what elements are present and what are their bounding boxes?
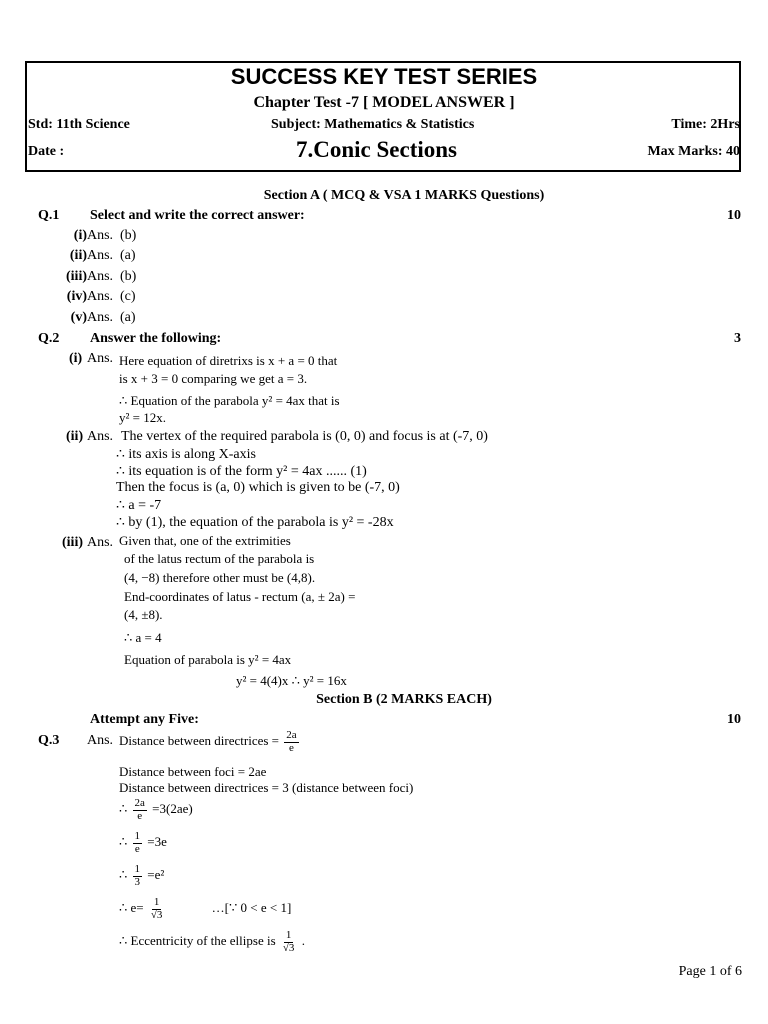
q3-line7-fraction [149,897,165,921]
section-b-heading: Section B (2 MARKS EACH) [316,692,492,707]
q3-line6-suffix: =e² [147,867,165,883]
q3-line4-prefix: ∴ [119,801,128,817]
fraction-denominator: e [289,741,294,754]
page-title: SUCCESS KEY TEST SERIES [230,64,538,89]
q3-line8-end: . [301,933,305,949]
q2-iii-line4: End-coordinates of latus - rectum (a, ± 2a) = [124,589,356,604]
fraction-numerator: 2a [134,797,145,809]
section-b-instruction: Attempt any Five: [90,712,199,727]
q2-iii-line7: Equation of parabola is y² = 4ax [124,652,292,667]
q2-ii-ans: Ans. [87,429,114,444]
answer-roman: (i) [73,228,87,243]
q3-line6-fraction [133,864,143,888]
page-number: Page 1 of 6 [678,964,742,979]
q2-i-ans: Ans. [87,351,114,366]
q1-text: Select and write the correct answer: [90,208,305,223]
q2-i-roman: (i) [69,351,83,366]
topic-title: 7.Conic Sections [296,137,457,162]
q3-line3: Distance between directrices = 3 (distance between foci) [119,780,414,795]
date-label: Date : [28,144,65,159]
answer-ans: Ans. [87,269,114,284]
q2-marks: 3 [734,331,741,346]
section-b-marks: 10 [727,712,741,727]
q2-ii-line4: Then the focus is (a, 0) which is given to be (-7, 0) [116,480,400,495]
answer-roman: (ii) [69,248,87,263]
q3-line4 [119,798,193,822]
fraction-denominator: e [134,842,140,855]
q3-ans: Ans. [87,733,114,748]
answer-ans: Ans. [87,310,114,325]
q3-line7-note: …[∵ 0 < e < 1] [211,900,292,916]
q2-iii-line6: ∴ a = 4 [124,630,162,645]
fraction-numerator: 1 [285,929,292,941]
q1-marks: 10 [727,208,741,223]
time-label: Time: 2Hrs [671,117,740,132]
q3-line4-fraction [133,798,147,822]
fraction-numerator: 1 [134,863,141,875]
q3-line1-text: Distance between directrices = [119,733,280,749]
q3-line1 [119,730,301,754]
q2-i-line1: Here equation of diretrixs is x + a = 0 that [119,353,338,368]
subject-label: Subject: Mathematics & Statistics [271,117,475,132]
q2-ii-line5: ∴ a = -7 [116,498,162,513]
q2-iii-line3: (4, −8) therefore other must be (4,8). [124,570,316,585]
answer-ans: Ans. [87,289,114,304]
q2-text: Answer the following: [90,331,222,346]
fraction-denominator: √3 [150,908,163,921]
q2-i-line2: is x + 3 = 0 comparing we get a = 3. [119,371,308,386]
q3-line6 [119,864,164,888]
q2-ii-line1: The vertex of the required parabola is (0, 0) and focus is at (-7, 0) [121,429,488,444]
q3-line7 [119,897,291,921]
q2-iii-ans: Ans. [87,535,114,550]
q3-line8-text: ∴ Eccentricity of the ellipse is [119,933,276,949]
q3-line7-prefix: ∴ e= [119,900,144,916]
q3-line5 [119,831,167,855]
q3-line5-suffix: =3e [147,834,167,850]
std-label: Std: 11th Science [28,117,130,132]
fraction-denominator: √3 [282,941,295,954]
q3-line2: Distance between foci = 2ae [119,764,267,779]
fraction-numerator: 1 [134,830,141,842]
section-a-heading: Section A ( MCQ & VSA 1 MARKS Questions) [263,188,545,203]
q3-line5-prefix: ∴ [119,834,128,850]
answer-value: (c) [120,289,136,304]
answer-value: (b) [120,228,137,243]
q2-ii-line3: ∴ its equation is of the form y² = 4ax ...... (1) [116,464,367,479]
fraction-numerator: 1 [153,896,160,908]
max-marks-label: Max Marks: 40 [647,144,740,159]
q2-ii-line2: ∴ its axis is along X-axis [116,447,256,462]
q2-i-line4: y² = 12x. [119,410,166,425]
q3-line5-fraction [133,831,143,855]
q2-ii-roman: (ii) [66,429,84,444]
q2-iii-line1: Given that, one of the extrimities [119,533,291,548]
q2-iii-line5: (4, ±8). [124,607,163,622]
chapter-title: Chapter Test -7 [ MODEL ANSWER ] [253,94,515,111]
fraction-denominator: 3 [134,875,141,888]
answer-roman: (v) [70,310,87,325]
q2-iii-line2: of the latus rectum of the parabola is [124,551,315,566]
fraction-numerator: 2a [286,729,297,741]
answer-roman: (iii) [66,269,87,284]
answer-value: (b) [120,269,137,284]
q3-line4-suffix: =3(2ae) [152,801,193,817]
q2-iii-line8: y² = 4(4)x ∴ y² = 16x [236,673,347,688]
answer-value: (a) [120,310,136,325]
q3-line6-prefix: ∴ [119,867,128,883]
q3-line8 [119,930,305,954]
q2-ii-line6: ∴ by (1), the equation of the parabola is y² = -28x [116,515,394,530]
answer-value: (a) [120,248,136,263]
q3-line1-fraction [284,730,298,754]
q2-iii-roman: (iii) [62,535,83,550]
q3-line8-fraction [281,930,297,954]
q2-i-line3: ∴ Equation of the parabola y² = 4ax that is [119,393,340,408]
answer-ans: Ans. [87,248,114,263]
q1-number: Q.1 [38,208,60,223]
fraction-denominator: e [137,809,143,822]
answer-ans: Ans. [87,228,114,243]
q2-number: Q.2 [38,331,60,346]
q3-number: Q.3 [38,733,60,748]
answer-roman: (iv) [66,289,87,304]
